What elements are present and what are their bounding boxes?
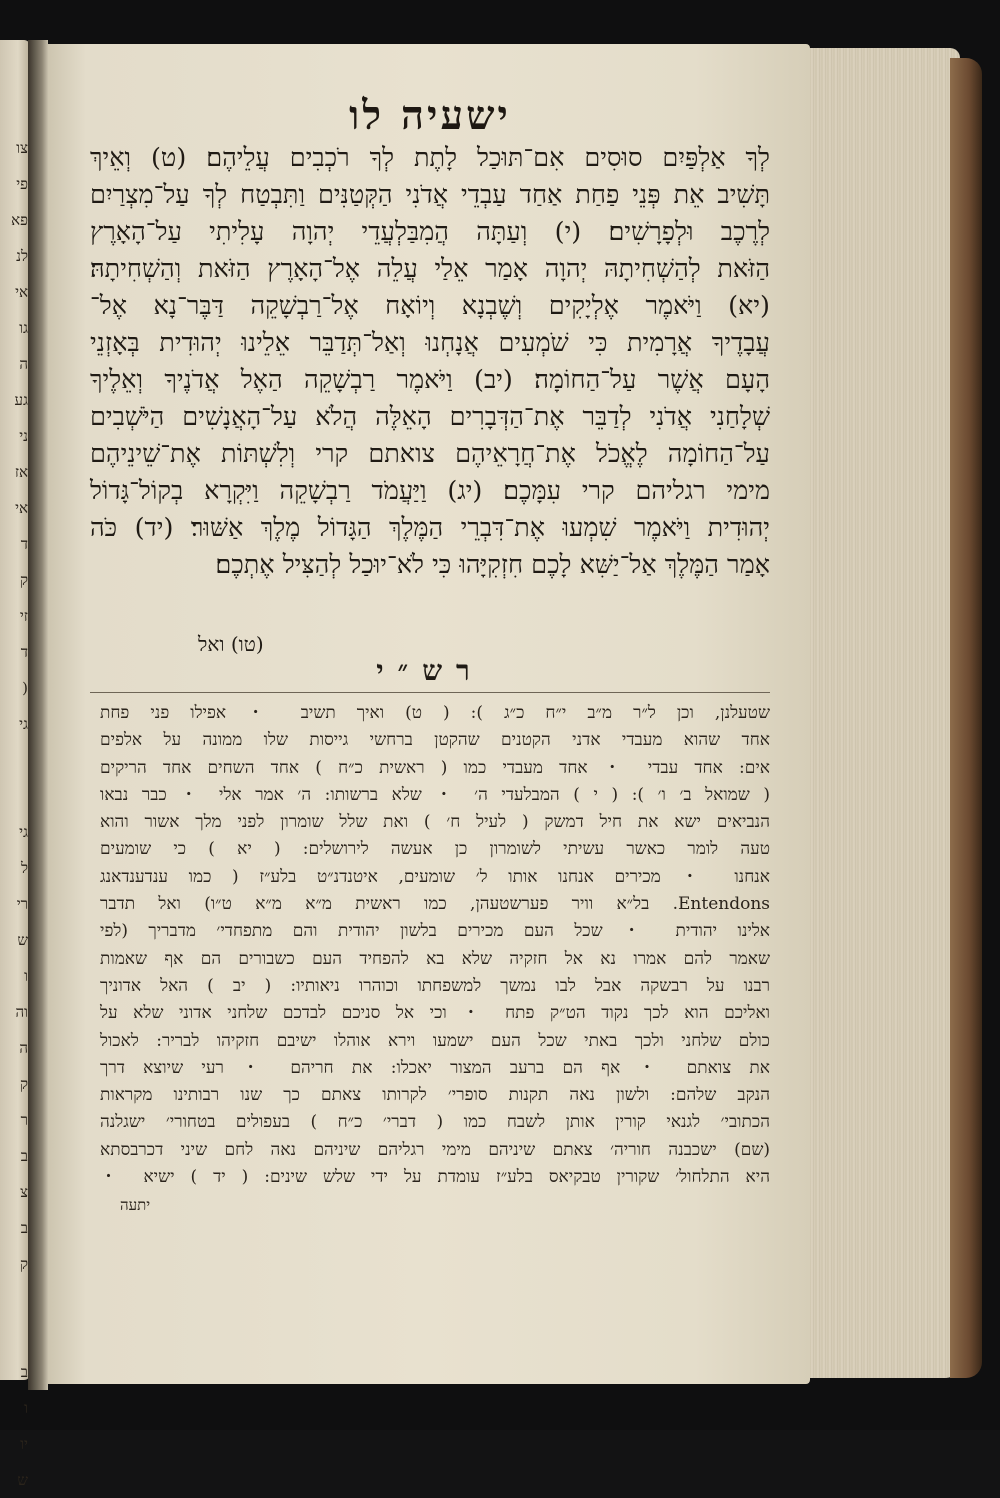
left-page-fragment: ש [17,1471,28,1489]
left-page-fragment: זי [19,607,28,625]
left-page-fragment [0,1318,28,1354]
left-page-fragment: ב [20,1147,28,1165]
left-page-fragment: ק [19,571,28,589]
verse-line: לְךָ אַלְפַּיִם סוּסִים אִם־תּוּכַל לָתֶת לְךָ רֹכְבִים עֲלֵיהֶם׃ (ט) וְאֵיךְ [90,143,770,173]
verse-line: הַזֹּאת לְהַשְׁחִיתָהּ יְהוָה אָמַר אֵלַי עֲלֵה אֶל־הָאָרֶץ הַזֹּאת וְהַשְׁחִיתָהּ׃ [90,254,770,284]
commentary-line: הנביאים ישא את חיל דמשק ( לעיל ח׳ ) ואת שלל שומרון לפני מלך אשור והוא [100,812,770,833]
verse-line: אָמַר הַמֶּלֶךְ אַל־יַשִּׁא לָכֶם חִזְקִיָּהוּ כִּי לֹא־יוּכַל לְהַצִּיל אֶתְכֶם׃ [215,550,770,580]
left-page-fragment: ה [19,355,28,373]
left-page-fragment: גע [14,391,28,409]
left-page-fragment: ( [22,679,28,697]
left-page-fragment: אי [15,499,28,517]
commentary-line: אלינו יהודית ・ שכל העם מכירים בלשון יהודית והם מתפחדי׳ מדבריך (לפי [100,921,770,942]
commentary-line: היא התלחול׳ שקורין טבקיאס בלע״ז עומדת על ידי שלש שינים: ( יד ) ישיא ・ [100,1167,770,1188]
left-facing-page [0,40,30,1489]
commentary-line: ( שמואל ב׳ ו׳ ): ( י ) המבלעדי ה׳ ・ שלא ברשותו: ה׳ אמר אלי ・ כבר נבאו [100,784,770,805]
commentary-line: אים: אחד עבדי ・ אחד מעבדי כמו ( ראשית כ״ח ) אחד השחים אחד הריקים [100,757,770,778]
left-page-fragment: רי [16,895,28,913]
left-page-text-fragments [0,130,28,1498]
book-gutter [28,40,48,1390]
commentary-text [100,700,770,1191]
page-stack-fore-edge [790,48,960,1378]
commentary-line: כולם שלחני ולכך באתי שכל העם ישמעו וירא אוהלו ישיבם חזקיהו לבריר: לאכול [100,1030,770,1051]
verse-line: עֲבָדֶיךָ אֲרָמִית כִּי שֹׁמְעִים אֲנָחְנוּ וְאַל־תְּדַבֵּר אֵלֵינוּ יְהוּדִית בְּאָזְנֵי [90,328,770,358]
commentary-line: רבנו על רבשקה אבל לבו נמשך למשפחתו וכוהרו ניאותיו: ( יב ) האל אדוניך [100,975,770,996]
left-page-fragment [0,1282,28,1318]
left-page-fragment: אז [14,463,28,481]
left-page-fragment: ל [20,859,28,877]
running-head: ישעיה לו [349,92,511,139]
commentary-line: שטעלנן, וכן ל״ר מ״ב י״ח כ״ג ): ( ט) ואיך תשיב ・ אפילו פני פחת [100,703,770,723]
commentary-heading: רש״י [376,654,484,687]
left-page-fragment: גי [19,823,28,841]
left-page-fragment: ד [20,643,28,661]
left-page-fragment: ו [24,1399,28,1417]
left-page-fragment: ד [20,535,28,553]
left-page-fragment: ק [19,1075,28,1093]
left-page-fragment: צ [20,1183,28,1201]
left-page-fragment: אי [15,283,28,301]
left-page-fragment: ו [24,967,28,985]
left-page-fragment: ק [19,1255,28,1273]
left-page-fragment: וה [15,1003,28,1021]
left-page-fragment: גי [19,715,28,733]
commentary-line: שאמר להם אמרו נא אל חזקיה שלא בא להפחיד העם כשבורים הם אף שאמות [100,948,770,969]
left-page-fragment: ב [20,1363,28,1381]
commentary-line: אחד שהוא מעבדי אדני הקטנים שהקטן ברחשי גייסות שלו ממונה על אלפים [100,730,770,751]
left-page-fragment [0,778,28,814]
verse-line: עַל־הַחוֹמָה לֶאֱכֹל אֶת־חֲרָאֵיהֶם צואתם קרי וְלִשְׁתּוֹת אֶת־שֵׁינֵיהֶם [90,439,770,469]
verse-line: הָעָם אֲשֶׁר עַל־הַחוֹמָה׃ (יב) וַיֹּאמֶר רַבְשָׁקֵה הַאֶל אֲדֹנֶיךָ וְאֵלֶיךָ [90,365,770,395]
commentary-line: Entendons. בל״א וויר פערשטעהן, כמו ראשית מ״א מ״א ט״ו) ואל תדבר [100,894,770,915]
left-page-fragment: יו [20,1435,28,1453]
verse-line: לְרֶכֶב וּלְפָרָשִׁים׃ (י) וְעַתָּה הֲמִבַּלְעֲדֵי יְהוָה עָלִיתִי עַל־הָאָרֶץ [90,217,770,247]
commentary-line: טעה לומר כאשר עשיתי לשומרון כן אעשה לירושלים: ( יא ) כי שומעים [100,839,770,860]
left-page-fragment: פי [16,175,28,193]
commentary-line: הנקב שלהם: ולשון נאה תקנות סופרי׳ לקרותו צאתם כך שנו רבותינו מקראות [100,1085,770,1106]
left-page-fragment: ה [19,1039,28,1057]
commentary-line: הכתובי׳ לגנאי קורין אותן לשבח כמו ( דברי׳ כ״ח ) בעפולים בטחורי׳ ישגלנה [100,1112,770,1133]
scripture-text [90,140,770,584]
verse-line: שְׁלָחַנִי אֲדֹנִי לְדַבֵּר אֶת־הַדְּבָרִים הָאֵלֶּה הֲלֹא עַל־הָאֲנָשִׁים הַיֹּשְׁבִים [90,402,770,432]
left-page-fragment: צו [16,139,28,157]
left-page-fragment: ש [17,931,28,949]
verse-catchword: (טו) ואל [198,632,264,656]
left-page-fragment: פא [11,211,28,229]
commentary-line: (שם) ישכבנה חוריה׳ צאתם שיניהם מימי רגליהם שיניהם נאה לחם שיני דכרבסתא [100,1139,770,1160]
verse-line: תָּשִׁיב אֵת פְּנֵי פַחַת אַחַד עַבְדֵי אֲדֹנִי הַקְּטַנִּים וַתִּבְטַח לְךָ עַל־מִצְרַיִם [90,180,770,210]
left-page-fragment: לנ [16,247,28,265]
commentary-line: ואליכם הוא לכך נקוד הט״ק פתח ・ וכי אל סניכם לבדכם שלחני אדוני שלא על [100,1003,770,1024]
commentary-divider [90,692,770,693]
left-page-fragment: גו [19,319,28,337]
verse-line: יְהוּדִית וַיֹּאמֶר שִׁמְעוּ אֶת־דִּבְרֵי הַמֶּלֶךְ הַגָּדוֹל מֶלֶךְ אַשּׁוּר׃ (יד) כֹּה [90,513,770,543]
left-page-fragment: ב [20,1219,28,1237]
commentary-line: אנחנו ・ מכירים אנחנו אותו ל׳ שומעים, איטנדנ״ט בלע״ז ( כמו ענדענדאנג [100,866,770,887]
verse-line: מימי רגליהם קרי עִמָּכֶם׃ (יג) וַיַּעֲמֹד רַבְשָׁקֵה וַיִּקְרָא בְקוֹל־גָּדוֹל [90,476,770,506]
verse-line: (יא) וַיֹּאמֶר אֶלְיָקִים וְשֶׁבְנָא וְיוֹאָח אֶל־רַבְשָׁקֵה דַּבֶּר־נָא אֶל־ [90,291,770,321]
commentary-line: את צואתם ・ אף הם ברעב המצור יאכלו: את חריהם ・ רעי שיוצא דרך [100,1057,770,1078]
left-page-fragment: ני [19,427,28,445]
commentary-catchword: יתעה [120,1196,151,1214]
left-page-fragment: ר [20,1111,28,1129]
left-page-fragment [0,742,28,778]
